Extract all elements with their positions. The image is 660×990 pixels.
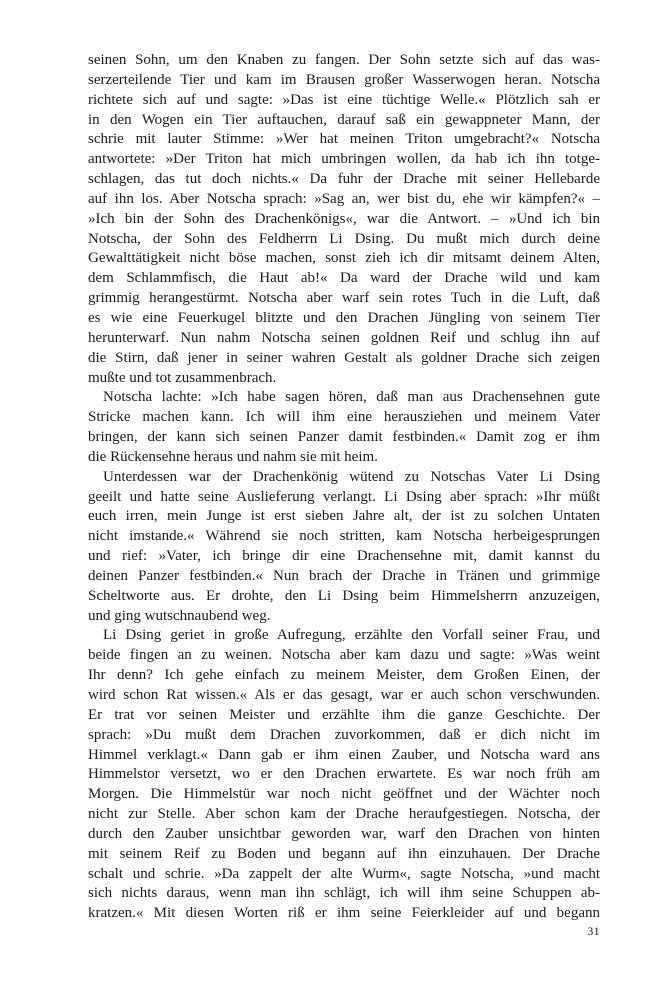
text-line: Gewalttätigkeit nicht böse machen, sonst zieh ich dir mitsamt deinem Alten, bbox=[88, 250, 600, 267]
text-line: schalt und schrie. »Da zappelt der alte Wurm«, sagte Notscha, »und macht bbox=[88, 865, 600, 882]
paragraph bbox=[88, 626, 600, 924]
text-line: sich nichts daraus, wenn man ihn schlägt, ich will ihm seine Schuppen ab- bbox=[88, 885, 600, 902]
text-line: richtete sich auf und sagte: »Das ist eine tüchtige Welle.« Plötzlich sah er bbox=[88, 91, 600, 108]
text-line: auf ihn los. Aber Notscha sprach: »Sag an, wer bist du, ehe wir kämpfen?« – bbox=[88, 190, 600, 207]
text-line: mit seinem Reif zu Boden und begann auf ihn einzuhauen. Der Drache bbox=[88, 845, 600, 862]
text-line: wird schon Rat wissen.« Als er das gesagt, war er auch schon verschwunden. bbox=[88, 687, 600, 703]
text-line: durch den Zauber unsichtbar geworden war, warf den Drachen von hinten bbox=[88, 825, 600, 842]
text-line: nicht imstande.« Während sie noch stritten, kam Notscha herbeigesprungen bbox=[88, 528, 600, 545]
text-line: »Ich bin der Sohn des Drachenkönigs«, war die Antwort. – »Und ich bin bbox=[88, 210, 600, 227]
text-line: Scheltworte aus. Er drohte, den Li Dsing beim Himmelsherrn anzuzeigen, bbox=[88, 587, 600, 604]
text-line: Notscha, der Sohn des Feldherrn Li Dsing. Du mußt mich durch deine bbox=[88, 230, 600, 247]
text-line: kratzen.« Mit diesen Worten riß er ihm seine Feierkleider auf und begann bbox=[88, 905, 600, 922]
text-line: bringen, der kann sich seinen Panzer damit festbinden.« Damit zog er ihm bbox=[88, 429, 600, 446]
text-line: geeilt und hatte seine Auslieferung verlangt. Li Dsing aber sprach: »Ihr müßt bbox=[88, 488, 600, 505]
text-line: grimmig herangestürmt. Notscha aber warf sein rotes Tuch in die Luft, daß bbox=[88, 290, 600, 307]
text-line: Li Dsing geriet in große Aufregung, erzählte den Vorfall seiner Frau, und bbox=[103, 627, 600, 644]
paragraph bbox=[88, 51, 600, 388]
text-line: seinen Sohn, um den Knaben zu fangen. Der Sohn setzte sich auf das was- bbox=[88, 52, 600, 68]
paragraph bbox=[88, 468, 600, 627]
text-line: und rief: »Vater, ich bringe dir eine Drachensehne mit, damit kannst du bbox=[88, 548, 600, 565]
text-line: und ging wutschnaubend weg. bbox=[88, 607, 271, 624]
text-line: Himmel verklagt.« Dann gab er ihm einen Zauber, und Notscha ward ans bbox=[88, 746, 600, 763]
text-line: Ihr denn? Ich gehe einfach zu meinem Meister, dem Großen Einen, der bbox=[88, 667, 600, 684]
text-line: Stricke machen kann. Ich will ihm eine herausziehen und meinem Vater bbox=[88, 409, 600, 426]
text-line: deinen Panzer festbinden.« Nun brach der Drache in Tränen und grimmige bbox=[88, 567, 600, 584]
text-line: euch irren, mein Junge ist erst sieben Jahre alt, der ist zu solchen Untaten bbox=[88, 508, 600, 525]
text-line: herunterwarf. Nun nahm Notscha seinen goldnen Reif und schlug ihn auf bbox=[88, 329, 600, 346]
page-text bbox=[88, 51, 600, 924]
text-line: dem Schlammfisch, die Haut ab!« Da ward der Drache wild und kam bbox=[88, 270, 600, 287]
text-line: Er trat vor seinen Meister und erzählte ihm die ganze Geschichte. Der bbox=[88, 706, 600, 723]
page-number: 31 bbox=[587, 926, 600, 938]
text-line: Himmelstor versetzt, wo er den Drachen erwartete. Es war noch früh am bbox=[88, 766, 600, 783]
text-line: serzerteilende Tier und kam im Brausen großer Wasserwogen heran. Notscha bbox=[88, 71, 600, 88]
text-line: nicht zur Stelle. Aber schon kam der Drache heraufgestiegen. Notscha, der bbox=[88, 806, 600, 823]
text-line: es wie eine Feuerkugel blitzte und den Drachen Jüngling von seinem Tier bbox=[88, 309, 600, 326]
text-line: mußte und tot zusammenbrach. bbox=[88, 369, 277, 386]
text-line: die Stirn, daß jener in seiner wahren Gestalt als goldner Drache sich zeigen bbox=[88, 349, 600, 366]
text-line: Unterdessen war der Drachenkönig wütend zu Notschas Vater Li Dsing bbox=[103, 468, 600, 485]
text-line: Morgen. Die Himmelstür war noch nicht geöffnet und der Wächter noch bbox=[88, 786, 600, 803]
text-line: schrie mit lauter Stimme: »Wer hat meinen Triton umgebracht?« Notscha bbox=[88, 131, 600, 148]
text-line: beide fingen an zu weinen. Notscha aber kam dazu und sagte: »Was weint bbox=[88, 647, 600, 664]
text-line: schlagen, das tut doch nichts.« Da fuhr der Drache mit seiner Hellebarde bbox=[88, 171, 600, 188]
text-line: Notscha lachte: »Ich habe sagen hören, daß man aus Drachensehnen gute bbox=[103, 389, 600, 406]
text-line: sprach: »Du mußt dem Drachen zuvorkommen, daß er dich nicht im bbox=[88, 726, 600, 743]
text-line: in den Wogen ein Tier auftauchen, darauf saß ein gewappneter Mann, der bbox=[88, 111, 600, 128]
paragraph bbox=[88, 388, 600, 467]
text-line: antwortete: »Der Triton hat mich umbringen wollen, da hab ich ihn totge- bbox=[88, 151, 600, 168]
text-line: die Rückensehne heraus und nahm sie mit heim. bbox=[88, 448, 378, 465]
